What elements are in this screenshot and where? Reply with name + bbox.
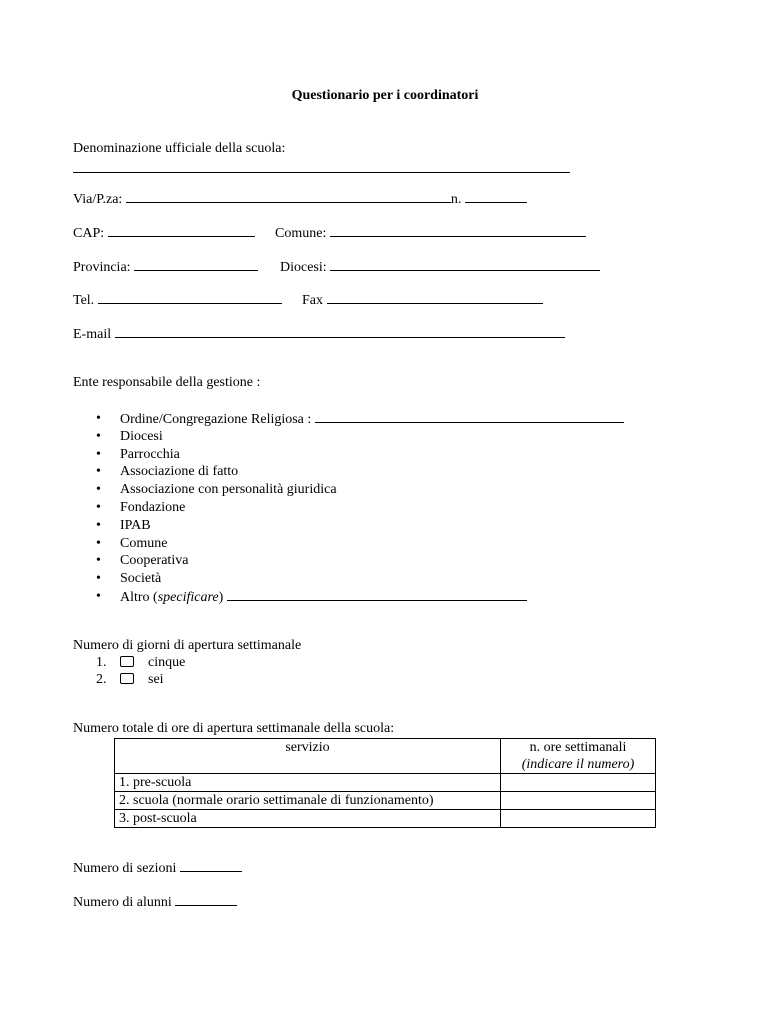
giorni-heading: Numero di giorni di apertura settimanale — [73, 638, 302, 653]
ore-cell-postscuola[interactable] — [501, 810, 656, 828]
ore-cell-prescuola[interactable] — [501, 774, 656, 792]
fax-field[interactable] — [327, 291, 543, 304]
via-label: Via/P.za: — [73, 192, 123, 207]
list-item: • Diocesi — [96, 428, 624, 446]
giorni-option-cinque: 1. cinque — [96, 655, 186, 670]
page-title: Questionario per i coordinatori — [291, 88, 479, 103]
cap-label: CAP: — [73, 226, 105, 241]
numero-field[interactable] — [465, 190, 527, 203]
tel-row — [73, 291, 282, 309]
diocesi-field[interactable] — [330, 258, 600, 271]
sezioni-label: Numero di sezioni — [73, 861, 177, 876]
denominazione-field[interactable] — [73, 160, 570, 178]
email-row — [73, 325, 565, 343]
tel-label: Tel. — [73, 293, 95, 308]
list-item: • Comune — [96, 535, 624, 553]
table-row: 3. post-scuola — [115, 810, 656, 828]
checkbox-sei[interactable] — [120, 673, 134, 684]
list-item: • Associazione con personalità giuridica — [96, 481, 624, 499]
sezioni-field[interactable] — [180, 859, 242, 872]
numero-label: n. — [450, 192, 462, 207]
ordine-field[interactable] — [315, 410, 624, 423]
comune-label: Comune: — [275, 226, 327, 241]
list-item: • Società — [96, 570, 624, 588]
via-field[interactable] — [126, 190, 451, 203]
list-item: • Fondazione — [96, 499, 624, 517]
ore-header: n. ore settimanali (indicare il numero) — [501, 739, 656, 774]
list-item: • Parrocchia — [96, 446, 624, 464]
servizio-header: servizio — [115, 739, 501, 774]
provincia-field[interactable] — [134, 258, 258, 271]
email-field[interactable] — [115, 325, 565, 338]
list-item: • Cooperativa — [96, 552, 624, 570]
alunni-label: Numero di alunni — [73, 895, 172, 910]
altro-field[interactable] — [227, 588, 527, 601]
table-row: 2. scuola (normale orario settimanale di funzionamento) — [115, 792, 656, 810]
list-item: • Ordine/Congregazione Religiosa : — [96, 410, 624, 428]
list-item: • IPAB — [96, 517, 624, 535]
diocesi-label: Diocesi: — [280, 260, 327, 275]
ore-cell-scuola[interactable] — [501, 792, 656, 810]
ore-table — [114, 738, 656, 828]
tel-field[interactable] — [98, 291, 282, 304]
provincia-row — [73, 258, 258, 276]
ore-heading: Numero totale di ore di apertura settimanale della scuola: — [73, 721, 395, 736]
email-label: E-mail — [73, 327, 112, 342]
ente-list — [96, 410, 624, 606]
via-row — [73, 190, 527, 208]
cap-row — [73, 224, 255, 242]
fax-row — [302, 291, 543, 309]
list-item: • Altro (specificare) — [96, 588, 624, 606]
table-row: 1. pre-scuola — [115, 774, 656, 792]
checkbox-cinque[interactable] — [120, 656, 134, 667]
fax-label: Fax — [302, 293, 323, 308]
ente-heading: Ente responsabile della gestione : — [73, 375, 261, 390]
comune-row — [275, 224, 586, 242]
alunni-row — [73, 893, 237, 911]
sezioni-row — [73, 859, 242, 877]
denominazione-label: Denominazione ufficiale della scuola: — [73, 141, 286, 156]
cap-field[interactable] — [108, 224, 255, 237]
giorni-option-sei: 2. sei — [96, 672, 164, 687]
provincia-label: Provincia: — [73, 260, 131, 275]
list-item: • Associazione di fatto — [96, 463, 624, 481]
comune-field[interactable] — [330, 224, 586, 237]
diocesi-row — [280, 258, 600, 276]
alunni-field[interactable] — [175, 893, 237, 906]
